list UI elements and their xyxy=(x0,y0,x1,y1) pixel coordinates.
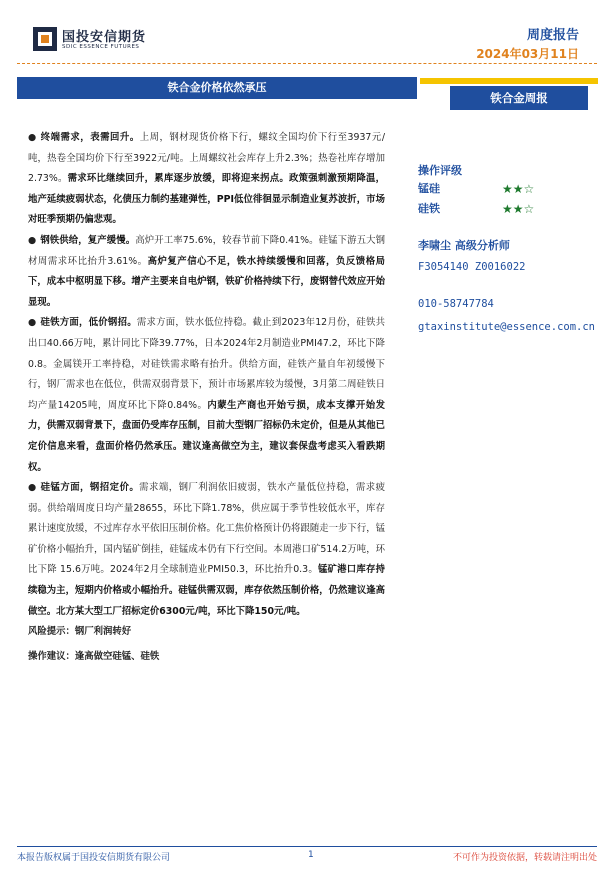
paragraph-heading: 终端需求，表需回升。 xyxy=(40,132,140,143)
page-number: 1 xyxy=(308,850,314,860)
main-content xyxy=(28,128,385,667)
logo-text-cn: 国投安信期货 xyxy=(62,30,147,45)
rating-row-silicomanganese xyxy=(418,179,608,199)
footer-disclaimer: 不可作为投资依据，转载请注明出处 xyxy=(452,853,597,863)
star-rating-icon: ★★☆ xyxy=(502,202,535,216)
analyst-certificates: F3054140 Z0016022 xyxy=(418,261,526,273)
operation-advice xyxy=(28,647,385,668)
paragraph-heading: 硅锰方面，钢招定价。 xyxy=(40,482,140,494)
page-title: 铁合金价格依然承压 xyxy=(167,81,267,94)
bullet-icon: ● xyxy=(28,317,37,329)
paragraph-conclusion: 高炉复产信心不足，铁水持续缓慢和回落，负反馈格局下，成本中枢明显下移。增产主要来自电炉钢，铁矿价格持续下行，废钢替代效应开始显现。 xyxy=(28,255,385,308)
analyst-name: 李啸尘 高级分析师 xyxy=(418,239,510,252)
paragraph-body: 高炉开工率75.6%，较春节前下降0.41%。硅锰下游五大钢材周需求环比抬升3.61%。 xyxy=(28,234,385,267)
logo-text-en: SDIC ESSENCE FUTURES xyxy=(62,44,140,50)
paragraph-supply xyxy=(28,231,385,313)
paragraph-demand xyxy=(28,128,385,231)
report-header xyxy=(0,0,615,70)
risk-text: 钢厂利润转好 xyxy=(74,626,132,638)
paragraph-heading: 钢铁供给，复产缓慢。 xyxy=(40,234,136,246)
rating-row-ferrosilicon xyxy=(418,199,608,219)
paragraph-body: 需求方面，铁水低位持稳。截止到2023年12月份，硅铁共出口40.66万吨，累计同比下降39.77%，日本2024年2月制造业PMI47.2，环比下降0.8。金属镁开工率持稳，对硅铁需求略有抬升。供给方面，硅铁产量自年初缓慢下行，钢厂需求也在低位，供需双弱背景下，预计市场累库较为缓慢，3月第二周硅铁日均产量14205吨，周度环比下降0.84%。 xyxy=(28,317,385,411)
title-bar xyxy=(17,77,417,99)
footer-divider xyxy=(17,846,597,847)
star-rating-icon: ★★☆ xyxy=(502,182,535,196)
operation-text: 逢高做空硅锰、硅铁 xyxy=(74,650,160,662)
risk-warning xyxy=(28,622,385,643)
paragraph-heading: 硅铁方面，低价钢招。 xyxy=(40,317,137,329)
paragraph-conclusion: 需求环比继续回升，累库逐步放缓，即将迎来拐点。政策强刺激预期降温，地产延续疲弱状态，化债压力制约基建弹性，PPI低位徘徊显示制造业复苏波折，市场对旺季预期仍偏悲观。 xyxy=(28,173,385,226)
paragraph-body: 上周，钢材现货价格下行，螺纹全国均价下行至3937元/吨，热卷全国均价下行至3922元/吨。上周螺纹社会库存上升2.3%；热卷社库存增加2.73%。 xyxy=(28,132,385,185)
operation-label: 操作建议： xyxy=(28,650,75,662)
paragraph-ferrosilicon xyxy=(28,313,385,478)
company-logo-icon xyxy=(33,27,57,51)
paragraph-conclusion: 锰矿港口库存持续稳为主，短期内价格或小幅抬升。硅锰供需双弱，库存依然压制价格，仍然建议逢高做空。北方某大型工厂招标定价6300元/吨，环比下降150元/吨。 xyxy=(28,564,385,617)
accent-bar xyxy=(420,78,598,84)
bullet-icon: ● xyxy=(28,132,37,143)
footer-copyright: 本报告版权属于国投安信期货有限公司 xyxy=(17,853,171,863)
rating-name: 硅铁 xyxy=(418,202,440,215)
rating-name: 锰硅 xyxy=(418,182,440,195)
paragraph-body: 需求端，钢厂利润依旧疲弱，铁水产量低位持稳，需求疲弱。供给端周度日均产量28655，环比下降1.78%，供应属于季节性较低水平，库存累计速度放缓，不过库存水平依旧压制价格。化工焦价格预计仍将跟随走一步下行，锰矿价格小幅抬升，国内锰矿倒挂，硅锰成本仍有下行空间。本周港口矿514.2万吨，环比下降 15.6万吨。2024年2月全球制造业PMI50.3，环比抬升0.3。 xyxy=(28,482,385,576)
sidebar xyxy=(418,163,608,335)
rating-title: 操作评级 xyxy=(418,164,462,177)
report-category-tag: 铁合金周报 xyxy=(450,86,588,110)
risk-label: 风险提示： xyxy=(28,626,75,638)
analyst-phone: 010-58747784 xyxy=(418,298,494,310)
paragraph-conclusion: 内蒙生产商也开始亏损，成本支撑开始发力，供需双弱背景下，盘面仍受库存压制，目前大型钢厂招标仍未定价，但是从其他已定价信息来看，盘面价格仍然承压。建议逢高做空为主，建议套保盘考虑买入看跌期权。 xyxy=(28,399,385,473)
paragraph-silicomanganese xyxy=(28,478,385,622)
header-divider xyxy=(17,63,597,64)
bullet-icon: ● xyxy=(28,234,37,246)
report-type: 周度报告 xyxy=(526,28,579,43)
analyst-email[interactable]: gtaxinstitute@essence.com.cn xyxy=(418,321,596,333)
bullet-icon: ● xyxy=(28,482,37,494)
report-date: 2024年03月11日 xyxy=(476,47,579,61)
